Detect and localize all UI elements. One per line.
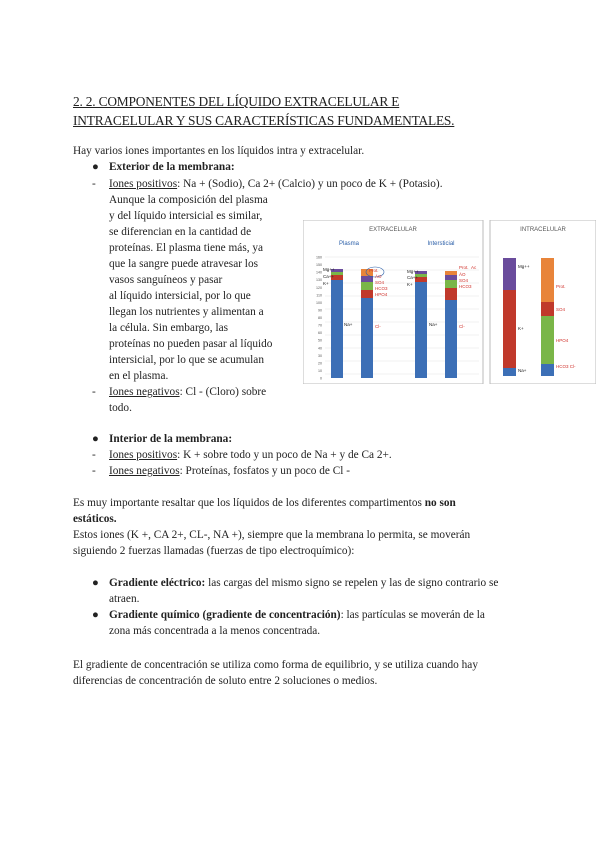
dash-marker: - bbox=[92, 465, 96, 477]
paragraph-text: Es muy importante resaltar que los líquidos de los diferentes compartimentos bbox=[73, 497, 425, 509]
intra-mg-label: Mg++ bbox=[518, 264, 530, 269]
intra-na-label: Na+ bbox=[518, 368, 527, 373]
negative-ions-label: Iones negativos bbox=[109, 386, 180, 398]
y-tick-label: 40 bbox=[318, 346, 322, 351]
plasma-line: se diferencian en la cantidad de bbox=[109, 226, 252, 238]
ion-composition-figure bbox=[303, 220, 596, 384]
inter-ao-bar bbox=[445, 275, 457, 280]
electric-gradient-item bbox=[109, 575, 498, 591]
gradient-text-cont: zona más concentrada a la menos concentrada. bbox=[109, 625, 321, 637]
inter-hco3-label: HCO3 bbox=[459, 284, 472, 289]
y-tick-label: 60 bbox=[318, 331, 322, 336]
bullet-dot-icon: ● bbox=[92, 577, 99, 589]
extracellular-title: EXTRACELULAR bbox=[369, 227, 417, 233]
intracellular-title: INTRACELULAR bbox=[520, 227, 566, 233]
interior-negative-ions bbox=[109, 463, 350, 479]
y-tick-label: 120 bbox=[316, 285, 322, 290]
dash-marker: - bbox=[92, 449, 96, 461]
plasma-line: Aunque la composición del plasma bbox=[109, 194, 268, 206]
gradient-label: Gradiente químico (gradiente de concentración) bbox=[109, 609, 341, 621]
intra-prot-bar bbox=[541, 258, 554, 302]
inter-prot-label: Prot. bbox=[459, 265, 469, 270]
interior-positive-ions bbox=[109, 447, 392, 463]
negative-ions-text: : Proteínas, fosfatos y un poco de Cl - bbox=[179, 465, 350, 477]
plasma-cl-label: Cl- bbox=[375, 324, 381, 329]
interior-heading: Interior de la membrana: bbox=[109, 433, 233, 445]
title-line-1: 2. 2. COMPONENTES DEL LÍQUIDO EXTRACELULAR E bbox=[73, 94, 400, 109]
plasma-line: proteínas no pueden pasar al líquido bbox=[109, 338, 273, 350]
intersticial-group-label: Intersticial bbox=[427, 241, 455, 247]
plasma-ao-label: ÁO bbox=[375, 274, 382, 279]
emphasis-text-cont: estáticos. bbox=[73, 513, 117, 525]
positive-ions-label: Iones positivos bbox=[109, 178, 178, 190]
dash-marker: - bbox=[92, 178, 96, 190]
plasma-mg-label: Mg++ bbox=[323, 267, 335, 272]
inter-so4-bar bbox=[445, 280, 457, 288]
intra-so4-label: SO4 bbox=[556, 307, 566, 312]
paragraph-ions-line-2: siguiendo 2 fuerzas llamadas (fuerzas de tipo electroquímico): bbox=[73, 545, 355, 557]
y-tick-label: 100 bbox=[316, 300, 322, 305]
exterior-heading: Exterior de la membrana: bbox=[109, 161, 235, 173]
intra-mg-bar bbox=[503, 258, 516, 290]
plasma-na-label: Na+ bbox=[344, 322, 353, 327]
inter-hco3-bar bbox=[445, 288, 457, 300]
inter-so4-label: SO4 bbox=[459, 278, 469, 283]
positive-ions-text: : K + sobre todo y un poco de Na + y de Ca 2+. bbox=[177, 449, 392, 461]
plasma-line: al líquido intersicial, por lo que bbox=[109, 290, 251, 302]
section-title bbox=[73, 92, 533, 130]
plasma-hco3-bar bbox=[361, 290, 373, 298]
inter-mg-label: Mg++ bbox=[407, 269, 419, 274]
inter-na-label: Na+ bbox=[429, 322, 438, 327]
y-tick-label: 30 bbox=[318, 353, 322, 358]
plasma-so4-label: SO4 bbox=[375, 280, 385, 285]
inter-k-label: K+ bbox=[407, 282, 413, 287]
paragraph-equilibrium-line-2: diferencias de concentración de soluto entre 2 soluciones o medios. bbox=[73, 675, 378, 687]
bullet-dot-icon: ● bbox=[92, 161, 99, 173]
y-tick-label: 20 bbox=[318, 361, 322, 366]
chemical-gradient-item bbox=[109, 607, 485, 623]
bullet-dot-icon: ● bbox=[92, 609, 99, 621]
plasma-prot-label: Prot. bbox=[369, 268, 379, 273]
positive-ions-label: Iones positivos bbox=[109, 449, 178, 461]
paragraph-equilibrium-line-1: El gradiente de concentración se utiliza como forma de equilibrio, y se utiliza cuando hay bbox=[73, 659, 478, 671]
inter-na-bar bbox=[415, 282, 427, 378]
exterior-negative-ions bbox=[109, 384, 266, 400]
y-tick-label: 70 bbox=[318, 323, 322, 328]
intra-k-bar bbox=[503, 290, 516, 368]
plasma-hpo4-bar bbox=[361, 282, 373, 290]
plasma-hpo4-label: HPO4 bbox=[375, 292, 388, 297]
y-tick-label: 90 bbox=[318, 308, 322, 313]
plasma-line: en el plasma. bbox=[109, 370, 169, 382]
title-line-2: INTRACELULAR Y SUS CARACTERÍSTICAS FUNDAMENTALES. bbox=[73, 113, 455, 128]
plasma-line: proteínas. El plasma tiene más, ya bbox=[109, 242, 264, 254]
intra-k-label: K+ bbox=[518, 326, 524, 331]
y-tick-label: 150 bbox=[316, 263, 322, 268]
y-tick-label: 50 bbox=[318, 338, 322, 343]
y-tick-label: 160 bbox=[316, 255, 322, 260]
inter-cl-label: Cl- bbox=[459, 324, 465, 329]
plasma-cl-bar bbox=[361, 298, 373, 378]
y-tick-label: 80 bbox=[318, 316, 322, 320]
plasma-line: que la sangre puede atravesar los bbox=[109, 258, 258, 270]
emphasis-text: no son bbox=[424, 497, 456, 509]
intra-na-bar bbox=[503, 368, 516, 376]
plasma-line: llegan los nutrientes y alimentan a bbox=[109, 306, 264, 318]
plasma-k-label: K+ bbox=[323, 281, 329, 286]
inter-ao-label: ÁO bbox=[459, 272, 466, 277]
inter-prot-bar bbox=[445, 271, 457, 275]
paragraph-ions-line-1: Estos iones (K +, CA 2+, CL-, NA +), siempre que la membrana lo permita, se moverán bbox=[73, 529, 471, 541]
intra-hco3-cl-bar bbox=[541, 364, 554, 376]
bullet-dot-icon: ● bbox=[92, 433, 99, 445]
intra-hpo4-bar bbox=[541, 316, 554, 364]
plasma-line: la célula. Sin embargo, las bbox=[109, 322, 229, 334]
positive-ions-text: : Na + (Sodio), Ca 2+ (Calcio) y un poco de K + (Potasio). bbox=[177, 178, 443, 190]
inter-ca-label: Ca++ bbox=[407, 275, 419, 280]
negative-ions-label: Iones negativos bbox=[109, 465, 180, 477]
plasma-group-label: Plasma bbox=[338, 241, 360, 247]
plasma-line: vasos sanguíneos y pasar bbox=[109, 274, 223, 286]
inter-cl-bar bbox=[445, 300, 457, 378]
y-tick-label: 130 bbox=[316, 278, 322, 283]
intra-hco3-label: HCO3 Cl- bbox=[556, 364, 576, 369]
gradient-label: Gradiente eléctrico: bbox=[109, 577, 206, 589]
gradient-text: las cargas del mismo signo se repelen y las de signo contrario se bbox=[205, 577, 499, 589]
plasma-so4-bar bbox=[361, 276, 373, 282]
plasma-line: y del líquido intersicial es similar, bbox=[109, 210, 263, 222]
y-tick-label: 0 bbox=[320, 376, 322, 381]
paragraph-static-liquids bbox=[73, 495, 456, 511]
negative-ions-text: : Cl - (Cloro) sobre bbox=[179, 386, 267, 398]
intra-prot-label: Prot. bbox=[556, 284, 566, 289]
intra-so4-bar bbox=[541, 302, 554, 316]
gradient-text: : las partículas se moverán de la bbox=[340, 609, 485, 621]
inter-ac-label: Ac bbox=[471, 265, 477, 270]
y-tick-label: 110 bbox=[316, 293, 322, 298]
dash-marker: - bbox=[92, 386, 96, 398]
intro-text: Hay varios iones importantes en los líquidos intra y extracelular. bbox=[73, 145, 365, 157]
gradient-text-cont: atraen. bbox=[109, 593, 140, 605]
negative-ions-text-cont: todo. bbox=[109, 402, 132, 414]
plasma-na-bar bbox=[331, 280, 343, 378]
intra-hpo4-label: HPO4 bbox=[556, 338, 569, 343]
exterior-positive-ions bbox=[109, 176, 443, 192]
plasma-ca-label: Ca++ bbox=[323, 274, 335, 279]
plasma-line: intersicial, por lo que se acumulan bbox=[109, 354, 264, 366]
plasma-hco3-label: HCO3 bbox=[375, 286, 388, 291]
y-tick-label: 10 bbox=[318, 368, 322, 373]
y-tick-label: 140 bbox=[316, 270, 322, 275]
